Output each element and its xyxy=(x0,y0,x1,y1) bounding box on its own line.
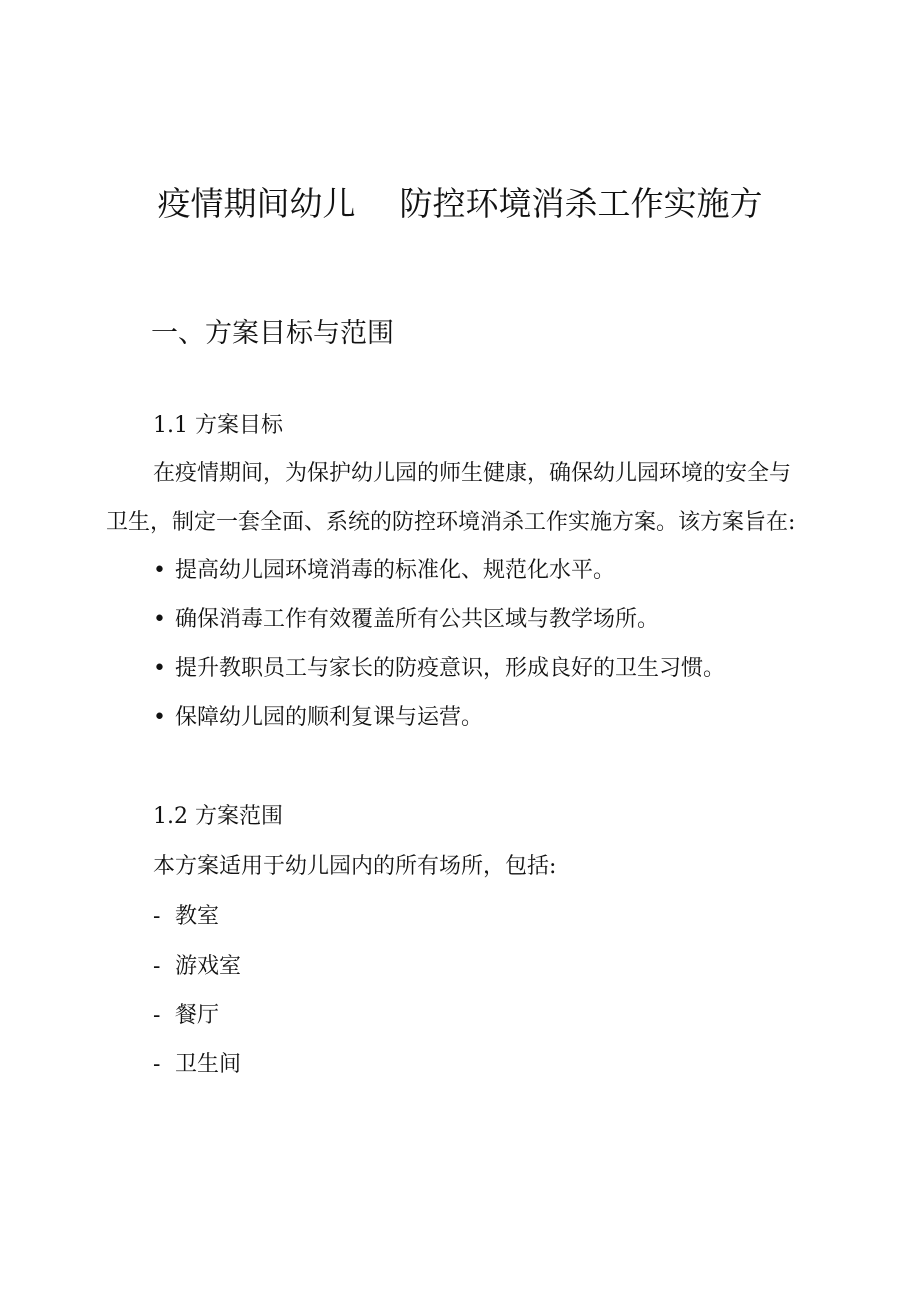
list-item-text: 教室 xyxy=(175,904,220,929)
scope-intro: 本方案适用于幼儿园内的所有场所，包括: xyxy=(153,854,557,879)
paragraph-line-2: 卫生，制定一套全面、系统的防控环境消杀工作实施方案。该方案旨在: xyxy=(106,510,796,535)
bullet-item xyxy=(153,602,659,633)
document-title xyxy=(0,178,920,225)
dash-marker: - xyxy=(153,954,161,979)
list-item-text: 游戏室 xyxy=(175,954,242,979)
list-item-text: 餐厅 xyxy=(175,1003,220,1028)
bullet-item xyxy=(153,553,615,584)
bullet-marker: • xyxy=(153,558,166,583)
title-part-1: 疫情期间幼儿 xyxy=(157,184,356,223)
subsection-heading-goals: 1.1 方案目标 xyxy=(153,413,283,438)
bullet-text: 提高幼儿园环境消毒的标准化、规范化水平。 xyxy=(175,558,616,583)
bullet-item xyxy=(153,700,483,731)
bullet-marker: • xyxy=(153,607,166,632)
list-item xyxy=(153,899,219,930)
dash-marker: - xyxy=(153,1052,161,1077)
subsection-heading-scope: 1.2 方案范围 xyxy=(153,804,283,829)
bullet-item xyxy=(153,651,725,682)
list-item-text: 卫生间 xyxy=(175,1052,242,1077)
bullet-text: 提升教职员工与家长的防疫意识，形成良好的卫生习惯。 xyxy=(175,656,726,681)
bullet-marker: • xyxy=(153,656,166,681)
dash-marker: - xyxy=(153,904,161,929)
bullet-text: 确保消毒工作有效覆盖所有公共区域与教学场所。 xyxy=(175,607,660,632)
title-part-2: 防控环境消杀工作实施方 xyxy=(399,184,763,223)
list-item xyxy=(153,949,241,980)
section-heading: 一、方案目标与范围 xyxy=(151,318,394,349)
bullet-marker: • xyxy=(153,705,166,730)
list-item xyxy=(153,1047,241,1078)
paragraph-line-1: 在疫情期间，为保护幼儿园的师生健康，确保幼儿园环境的安全与 xyxy=(153,461,792,486)
bullet-text: 保障幼儿园的顺利复课与运营。 xyxy=(175,705,484,730)
list-item xyxy=(153,998,219,1029)
dash-marker: - xyxy=(153,1003,161,1028)
